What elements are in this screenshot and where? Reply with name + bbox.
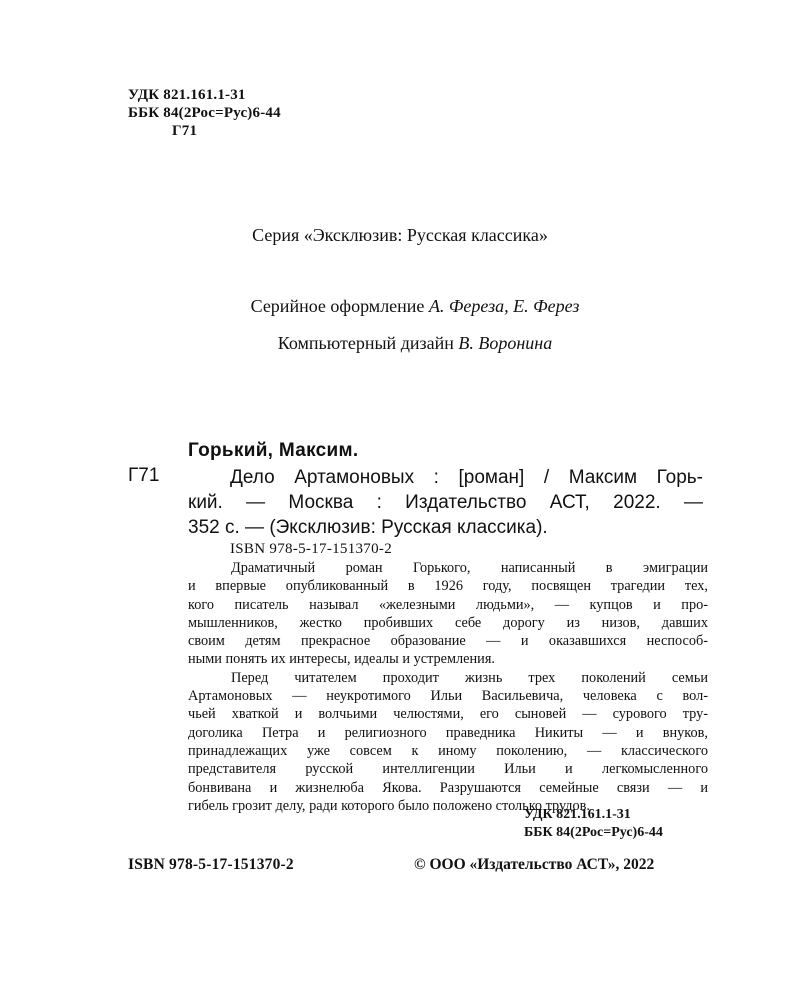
series-title: Серия «Эксклюзив: Русская классика» [252, 225, 548, 245]
annotation-line: представителя русской интеллигенции Ильи и легкомысленного [188, 761, 708, 778]
bottom-classification-codes [524, 806, 663, 842]
annotation-line: Драматичный роман Горького, написанный в эмиграции [231, 560, 708, 576]
bottom-bbk-code: ББК 84(2Рос=Рус)6-44 [524, 825, 663, 840]
footer-copyright: © ООО «Издательство АСТ», 2022 [414, 856, 655, 873]
entry-line: 352 с. — (Эксклюзив: Русская классика). [188, 517, 548, 538]
catalog-entry [188, 465, 703, 540]
bbk-code: ББК 84(2Рос=Рус)6-44 [128, 105, 281, 121]
catalog-isbn: ISBN 978-5-17-151370-2 [230, 541, 393, 557]
computer-name: В. Воронина [458, 333, 553, 353]
bottom-udk-code: УДК 821.161.1-31 [524, 807, 631, 822]
annotation [188, 559, 708, 815]
classification-codes [128, 86, 281, 140]
catalog-code: Г71 [128, 465, 160, 486]
annotation-line: гибель грозит делу, ради которого было положено столько трудов. [188, 797, 591, 814]
series-design-credit [0, 296, 800, 317]
annotation-line: своим детям прекрасное образование — и оказавшихся неспособ- [188, 633, 708, 650]
design-names: А. Фереза, Е. Ферез [428, 296, 580, 316]
computer-label: Компьютерный дизайн [277, 333, 454, 353]
entry-line: кий. — Москва : Издательство АСТ, 2022. — [188, 492, 703, 513]
annotation-line: бонвивана и жизнелюба Якова. Разрушаются семейные связи — и [188, 779, 708, 796]
computer-design-credit [0, 333, 800, 354]
annotation-line: ными понять их интересы, идеалы и устремления. [188, 651, 495, 668]
annotation-line: чьей хваткой и волчьими челюстями, его сыновей — сурового тру- [188, 706, 708, 723]
annotation-line: Перед читателем проходит жизнь трех поколений семьи [231, 669, 708, 686]
annotation-line: мышленников, жестко пробивших себе дорогу из низов, давших [188, 614, 708, 631]
footer-isbn: ISBN 978-5-17-151370-2 [128, 856, 294, 873]
annotation-line: Артамоновых — неукротимого Ильи Васильевича, человека с вол- [188, 688, 708, 705]
author-mark: Г71 [172, 123, 198, 139]
udk-code: УДК 821.161.1-31 [128, 87, 246, 103]
design-label: Серийное оформление [250, 296, 425, 316]
annotation-line: принадлежащих уже совсем к иному поколению, — классического [188, 742, 708, 759]
annotation-line: и впервые опубликованный в 1926 году, посвящен трагедии тех, [188, 578, 708, 595]
annotation-line: доголика Петра и религиозного праведника Никиты — и внуков, [188, 724, 708, 741]
catalog-author: Горький, Максим. [188, 440, 359, 461]
annotation-line: кого писатель называл «железными людьми», — купцов и про- [188, 596, 708, 613]
entry-line: Дело Артамоновых : [роман] / Максим Горь- [230, 467, 703, 488]
